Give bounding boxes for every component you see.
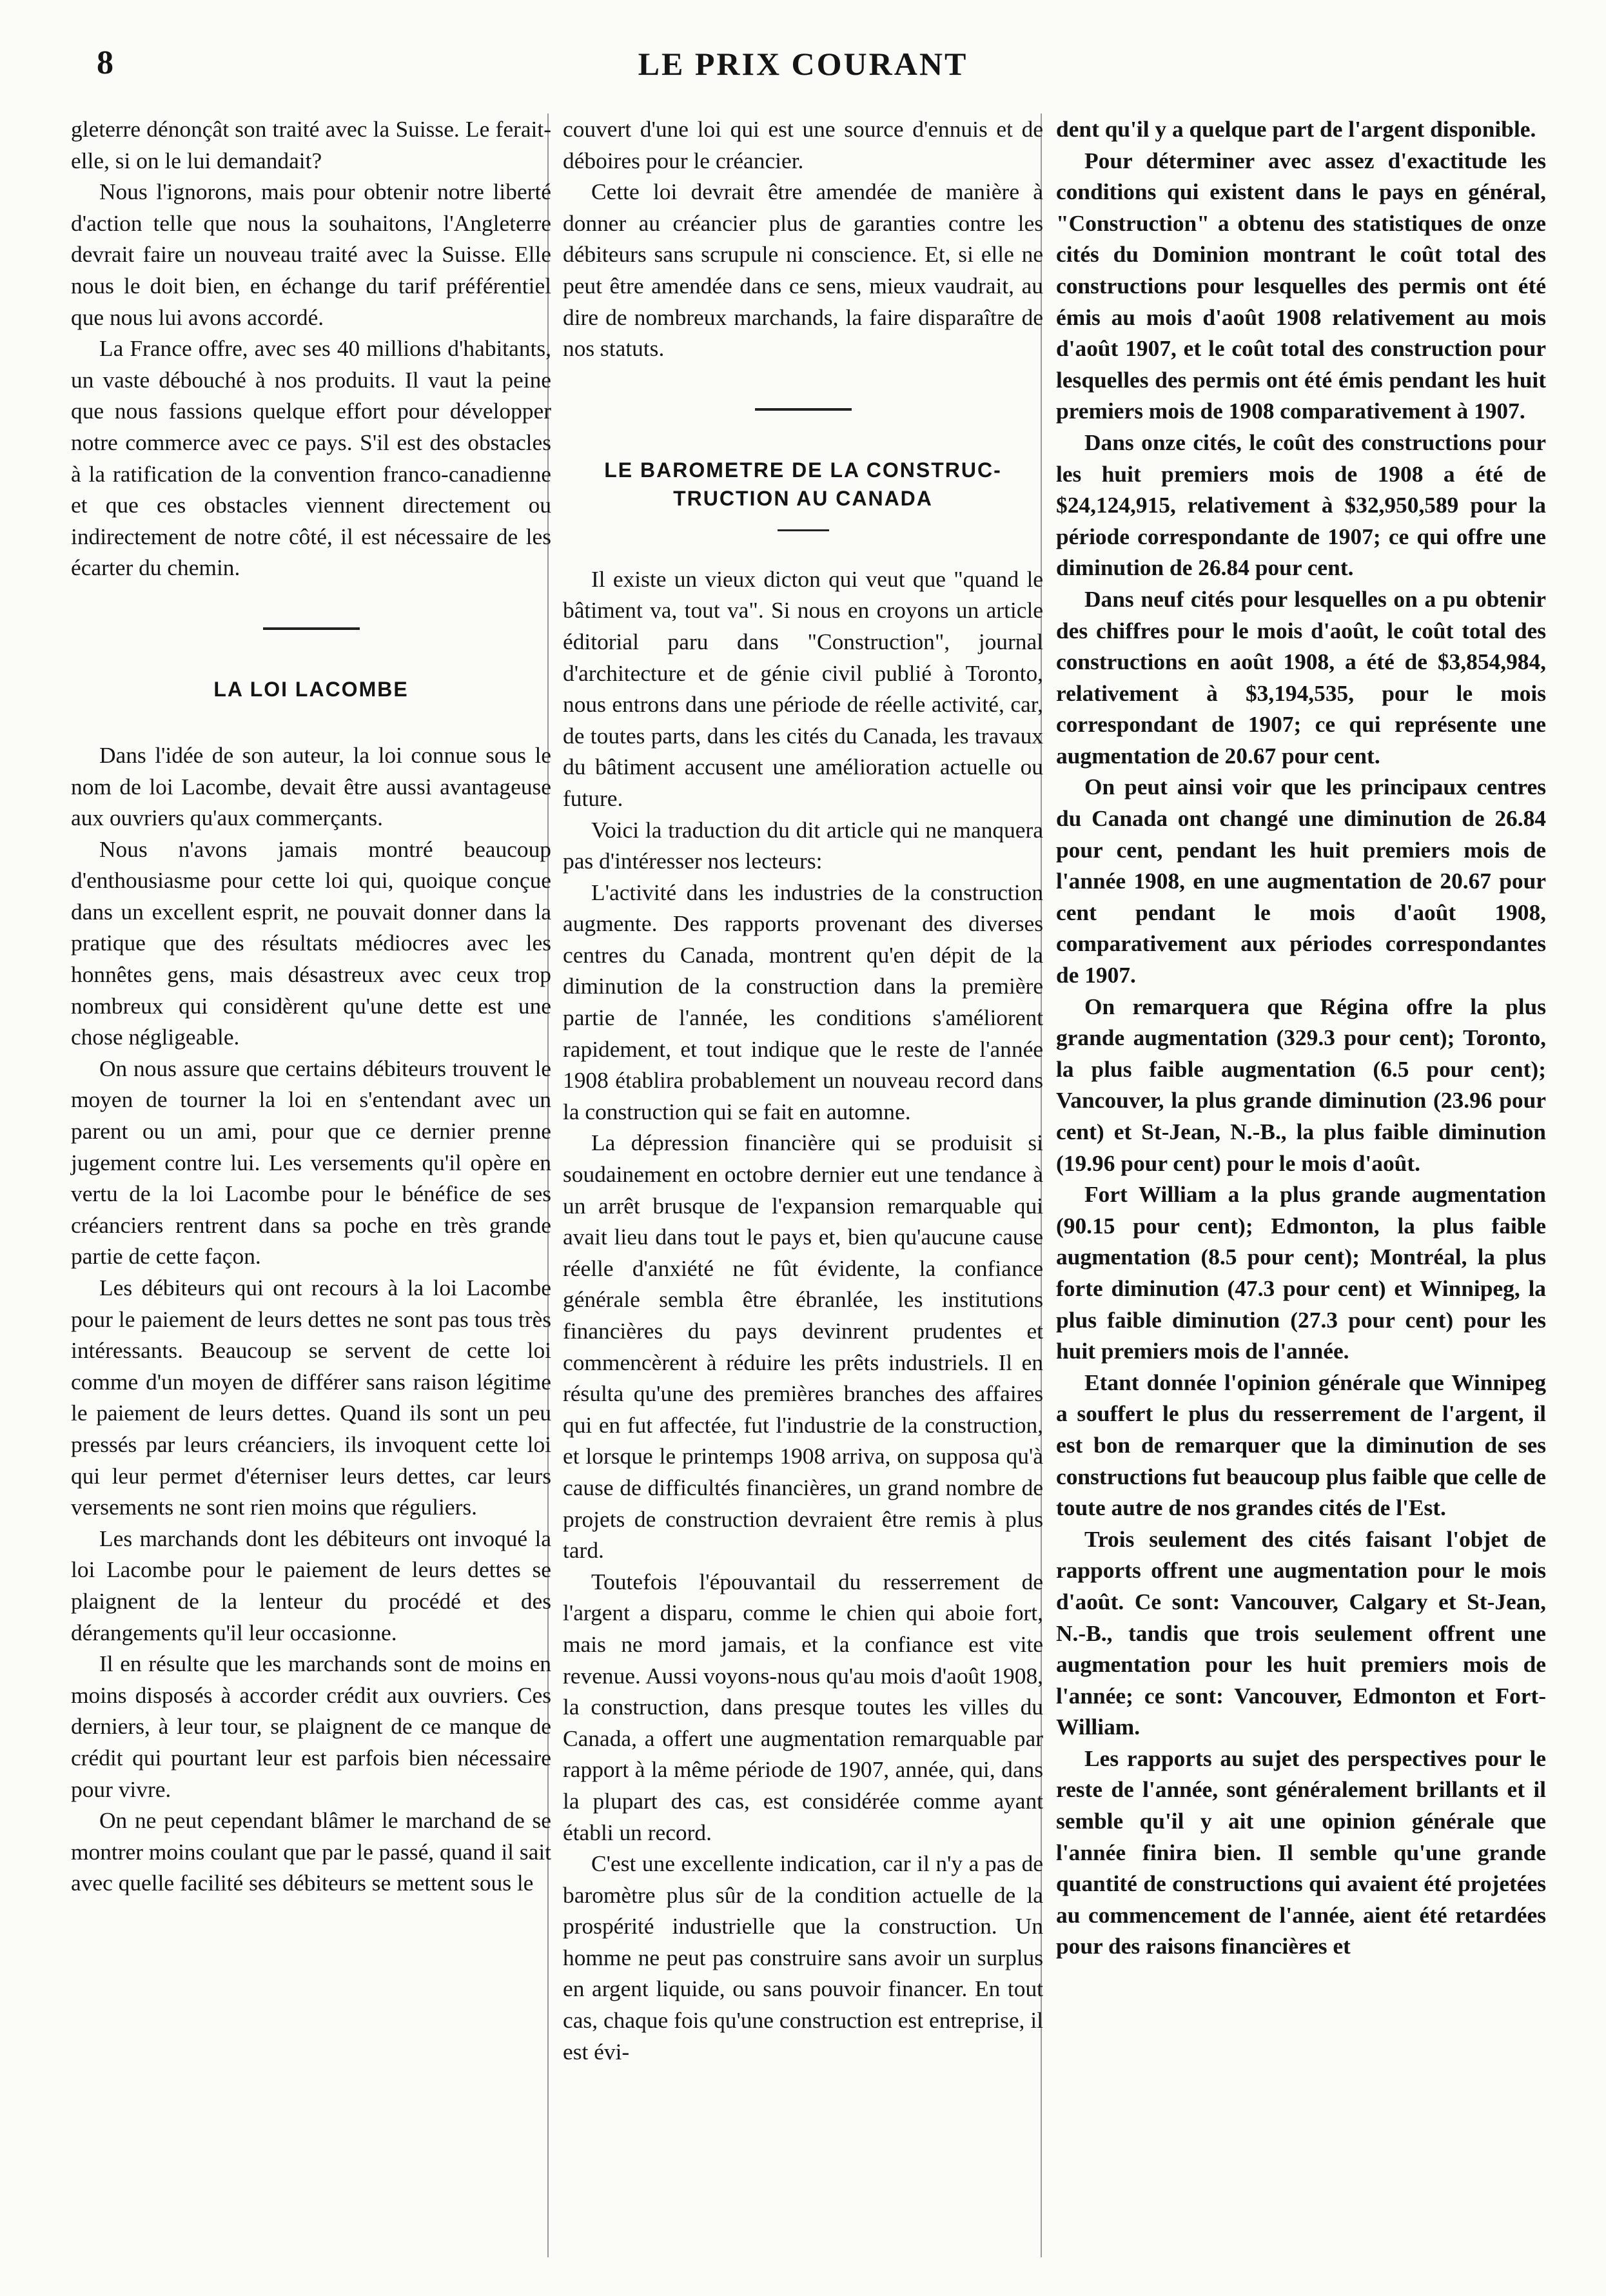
paragraph: Etant donnée l'opinion générale que Winnipeg a souffert le plus du resserrement de l'argent, il est bon de remarquer que la diminution de ses constructions fut beaucoup plus faible que celle de toute autre de nos grandes cités de l'Est. xyxy=(1056,1369,1546,1521)
column-1 xyxy=(71,113,551,1899)
column-2 xyxy=(563,113,1043,2067)
paragraph: Les rapports au sujet des perspectives pour le reste de l'année, sont généralement brillants et il semble qu'il y ait une opinion générale que l'année finira bien. Il semble qu'une grande quantité de constructions qui avaient été projetées au commencement de l'année, aient été retardées pour des raisons financières et xyxy=(1056,1745,1546,1959)
paragraph: Nous l'ignorons, mais pour obtenir notre liberté d'action telle que nous la souhaitons, l'Angleterre devrait faire un nouveau traité avec la Suisse. Elle nous le doit bien, en échange du tarif préférentiel que nous lui avons accordé. xyxy=(71,179,551,330)
paragraph: Il existe un vieux dicton qui veut que "quand le bâtiment va, tout va". Si nous en croyons un article éditorial paru dans "Construction", journal d'architecture et de génie civil publié à Toronto, nous entrons dans une période de réelle activité, car, de toutes parts, dans les cités du Canada, les travaux du bâtiment accusent une amélioration actuelle ou future. xyxy=(563,565,1043,811)
paragraph: Dans neuf cités pour lesquelles on a pu obtenir des chiffres pour le mois d'août, le coût total des constructions en août 1908, a été de $3,854,984, relativement à $3,194,535, pour le mois correspondant de 1907; ce qui représente une augmentation de 20.67 pour cent. xyxy=(1056,585,1546,769)
paragraph: Nous n'avons jamais montré beaucoup d'enthousiasme pour cette loi qui, quoique conçue dans un excellent esprit, ne pouvait donner dans la pratique que des résultats médiocres avec les honnêtes gens, mais désastreux avec ceux trop nombreux qui considèrent qu'une dette est une chose négligeable. xyxy=(71,836,551,1050)
paragraph: Voici la traduction du dit article qui ne manquera pas d'intéresser nos lecteurs: xyxy=(563,816,1043,874)
heading-line: TRUCTION AU CANADA xyxy=(673,486,933,510)
page-number: 8 xyxy=(97,44,113,81)
paragraph: On remarquera que Régina offre la plus grande augmentation (329.3 pour cent); Toronto, la plus faible augmentation (6.5 pour cent); Vancouver, la plus grande diminution (23.96 pour cent) et St-Jean, N.-B., la plus faible diminution (19.96 pour cent) pour le mois d'août. xyxy=(1056,993,1546,1176)
paragraph: Toutefois l'épouvantail du resserrement de l'argent a disparu, comme le chien qui aboie fort, mais ne mord jamais, et la confiance est vite revenue. Aussi voyons-nous qu'au mois d'août 1908, la construction, dans presque toutes les villes du Canada, a offert une augmentation remarquable par rapport à la même période de 1907, année, qui, dans la plupart des cas, est considérée comme ayant établi un record. xyxy=(563,1568,1043,1845)
section-heading-loi-lacombe: LA LOI LACOMBE xyxy=(213,677,409,701)
paragraph: On ne peut cependant blâmer le marchand de se montrer moins coulant que par le passé, quand il sait avec quelle facilité ses débiteurs se mettent sous le xyxy=(71,1807,551,1896)
masthead: LE PRIX COURANT xyxy=(638,46,968,82)
paragraph: On nous assure que certains débiteurs trouvent le moyen de tourner la loi en s'entendant avec un parent ou un ami, pour que ce dernier prenne jugement contre lui. Les versements qu'il opère en vertu de la loi Lacombe pour le bénéfice de ses créanciers rentrent dans sa poche en très grande partie de cette façon. xyxy=(71,1055,551,1270)
column-3 xyxy=(1056,113,1546,1962)
paragraph: Les débiteurs qui ont recours à la loi Lacombe pour le paiement de leurs dettes ne sont pas tous très intéressants. Beaucoup se servent de cette loi comme d'un moyen de différer sans raison légitime le paiement de leurs dettes. Quand ils sont un peu pressés par leurs créanciers, ils invoquent cette loi qui leur permet d'éterniser leurs dettes, car leurs versements ne sont rien moins que réguliers. xyxy=(71,1275,551,1520)
paragraph: Les marchands dont les débiteurs ont invoqué la loi Lacombe pour le paiement de leurs dettes se plaignent de la lenteur du procédé et des dérangements qu'il leur occasionne. xyxy=(71,1525,551,1645)
paragraph: La dépression financière qui se produisit si soudainement en octobre dernier eut une tendance à un arrêt brusque de l'expansion remarquable qui avait lieu dans tout le pays et, bien qu'aucune cause réelle d'anxiété ne fût évidente, la confiance générale sembla être ébranlée, les institutions financières du pays devinrent prudentes et commencèrent à réduire les prêts industriels. Il en résulta qu'une des premières branches des affaires qui en fut affectée, fut l'industrie de la construction, et lorsque le printemps 1908 arriva, on supposa qu'à cause de difficultés financières, un grand nombre de projets de construction devraient être remis à plus tard. xyxy=(563,1130,1043,1564)
paragraph: Fort William a la plus grande augmentation (90.15 pour cent); Edmonton, la plus faible augmentation (8.5 pour cent); Montréal, la plus forte diminution (47.3 pour cent) et Winnipeg, la plus faible diminution (27.3 pour cent) pour les huit premiers mois de l'année. xyxy=(1056,1181,1546,1364)
paragraph: On peut ainsi voir que les principaux centres du Canada ont changé une diminution de 26.84 pour cent, pendant les huit premiers mois de l'année 1908, en une augmentation de 20.67 pour cent pendant le mois d'août 1908, comparativement aux périodes correspondantes de 1907. xyxy=(1056,774,1546,988)
paragraph: couvert d'une loi qui est une source d'ennuis et de déboires pour le créancier. xyxy=(563,116,1043,173)
paragraph: Pour déterminer avec assez d'exactitude les conditions qui existent dans le pays en général, "Construction" a obtenu des statistiques de onze cités du Dominion montrant le coût total des constructions pour lesquelles des permis ont été émis au mois d'août 1908 relativement au mois d'août 1907, et le coût total des construction pour lesquelles des permis ont été émis pendant les huit premiers mois de 1908 comparativement à 1907. xyxy=(1056,147,1546,424)
section-heading-barometre xyxy=(563,456,1043,513)
paragraph: dent qu'il y a quelque part de l'argent disponible. xyxy=(1056,116,1536,142)
paragraph: Il en résulte que les marchands sont de moins en moins disposés à accorder crédit aux ouvriers. Ces derniers, à leur tour, se plaignent de ce manque de crédit qui pourtant leur est parfois bien nécessaire pour vivre. xyxy=(71,1651,551,1802)
paragraph: C'est une excellente indication, car il n'y a pas de baromètre plus sûr de la condition actuelle de la prospérité industrielle que la construction. Un homme ne peut pas construire sans avoir un surplus en argent liquide, ou sans pouvoir financer. En tout cas, chaque fois qu'une construction est entreprise, il est évi- xyxy=(563,1850,1043,2065)
section-separator xyxy=(755,408,852,411)
paragraph: Dans onze cités, le coût des constructions pour les huit premiers mois de 1908 a été de $24,124,915, relativement à $32,950,589 pour la période correspondante de 1907; ce qui offre une diminution de 26.84 pour cent. xyxy=(1056,429,1546,581)
heading-line: LE BAROMETRE DE LA CONSTRUC- xyxy=(604,458,1002,482)
paragraph: Dans l'idée de son auteur, la loi connue sous le nom de loi Lacombe, devait être aussi avantageuse aux ouvriers qu'aux commerçants. xyxy=(71,741,551,831)
paragraph: Trois seulement des cités faisant l'objet de rapports offrent une augmentation pour le mois d'août. Ce sont: Vancouver, Calgary et St-Jean, N.-B., tandis que trois seulement offrent une augmentation pour les huit premiers mois de l'année; ce sont: Vancouver, Edmonton et Fort-William. xyxy=(1056,1526,1546,1740)
paragraph: gleterre dénonçât son traité avec la Suisse. Le ferait-elle, si on le lui demandait? xyxy=(71,116,551,173)
heading-underline xyxy=(778,529,829,531)
paragraph: Cette loi devrait être amendée de manière à donner au créancier plus de garanties contre les débiteurs sans scrupule ni conscience. Et, si elle ne peut être amendée dans ce sens, mieux vaudrait, au dire de nombreux marchands, la faire disparaître de nos statuts. xyxy=(563,179,1043,362)
paragraph: L'activité dans les industries de la construction augmente. Des rapports provenant des diverses centres du Canada, montrent qu'en dépit de la diminution de la construction dans la première partie de l'année, les conditions s'améliorent rapidement, et tout indique que le reste de l'année 1908 établira probablement un nouveau record dans la construction qui se fait en automne. xyxy=(563,879,1043,1124)
paragraph: La France offre, avec ses 40 millions d'habitants, un vaste débouché à nos produits. Il vaut la peine que nous fassions quelque effort pour développer notre commerce avec ce pays. S'il est des obstacles à la ratification de la convention franco-canadienne et que ces obstacles viennent directement ou indirectement de notre côté, il est nécessaire de les écarter du chemin. xyxy=(71,335,551,581)
section-separator xyxy=(263,627,360,630)
